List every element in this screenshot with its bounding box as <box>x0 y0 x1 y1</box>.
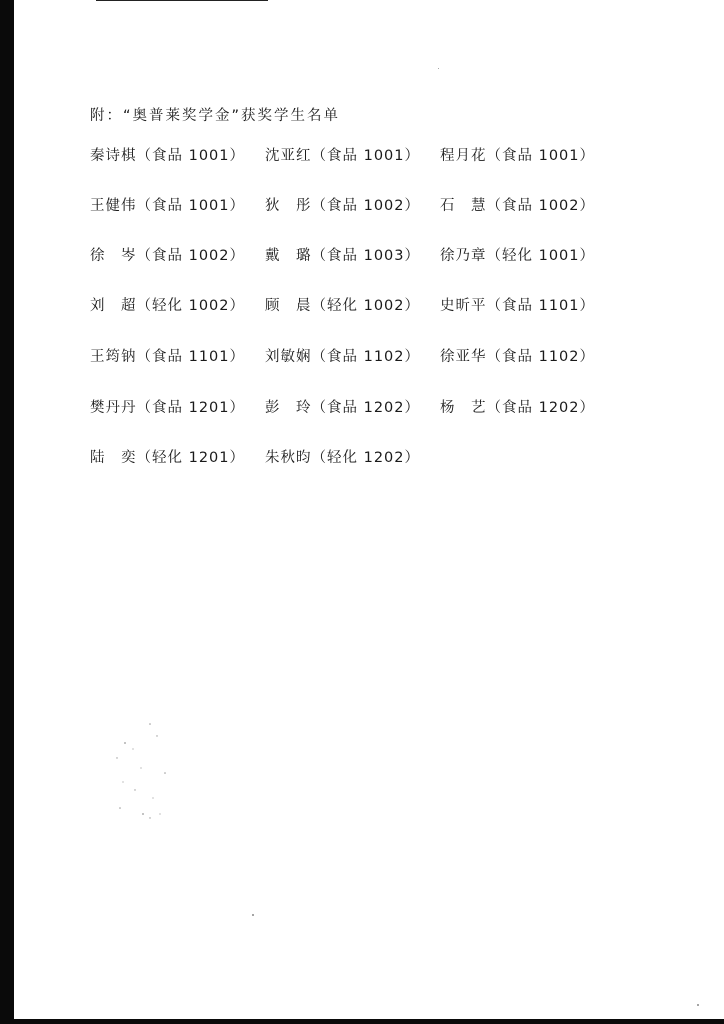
awardee-entry: 史昕平（食品 1101） <box>440 298 596 314</box>
scan-speck <box>252 914 254 916</box>
awardee-entry: 彭 玲（食品 1202） <box>265 400 421 416</box>
scan-left-border <box>0 0 14 1024</box>
awardee-entry: 秦诗棋（食品 1001） <box>90 148 246 164</box>
awardee-entry: 樊丹丹（食品 1201） <box>90 400 246 416</box>
scan-speck <box>438 68 439 69</box>
awardee-entry: 杨 艺（食品 1202） <box>440 400 596 416</box>
awardee-entry: 徐 岑（食品 1002） <box>90 248 246 264</box>
awardee-entry: 王筠钠（食品 1101） <box>90 349 246 365</box>
awardee-entry: 顾 晨（轻化 1002） <box>265 298 421 314</box>
awardee-entry: 狄 彤（食品 1002） <box>265 198 421 214</box>
awardee-entry: 徐亚华（食品 1102） <box>440 349 596 365</box>
awardee-entry: 徐乃章（轻化 1001） <box>440 248 596 264</box>
scan-speck <box>697 1004 699 1006</box>
scan-noise <box>105 710 200 830</box>
awardee-entry: 石 慧（食品 1002） <box>440 198 596 214</box>
awardee-entry: 朱秋昀（轻化 1202） <box>265 450 421 466</box>
awardee-entry: 陆 奕（轻化 1201） <box>90 450 246 466</box>
awardee-entry: 戴 璐（食品 1003） <box>265 248 421 264</box>
awardee-entry: 沈亚红（食品 1001） <box>265 148 421 164</box>
awardee-entry: 王健伟（食品 1001） <box>90 198 246 214</box>
awardee-entry: 刘 超（轻化 1002） <box>90 298 246 314</box>
awardee-entry: 刘敏娴（食品 1102） <box>265 349 421 365</box>
top-rule-line <box>96 0 268 1</box>
scan-bottom-border <box>0 1019 724 1024</box>
awardee-entry: 程月花（食品 1001） <box>440 148 596 164</box>
list-heading: 附：“奥普莱奖学金”获奖学生名单 <box>90 108 341 124</box>
